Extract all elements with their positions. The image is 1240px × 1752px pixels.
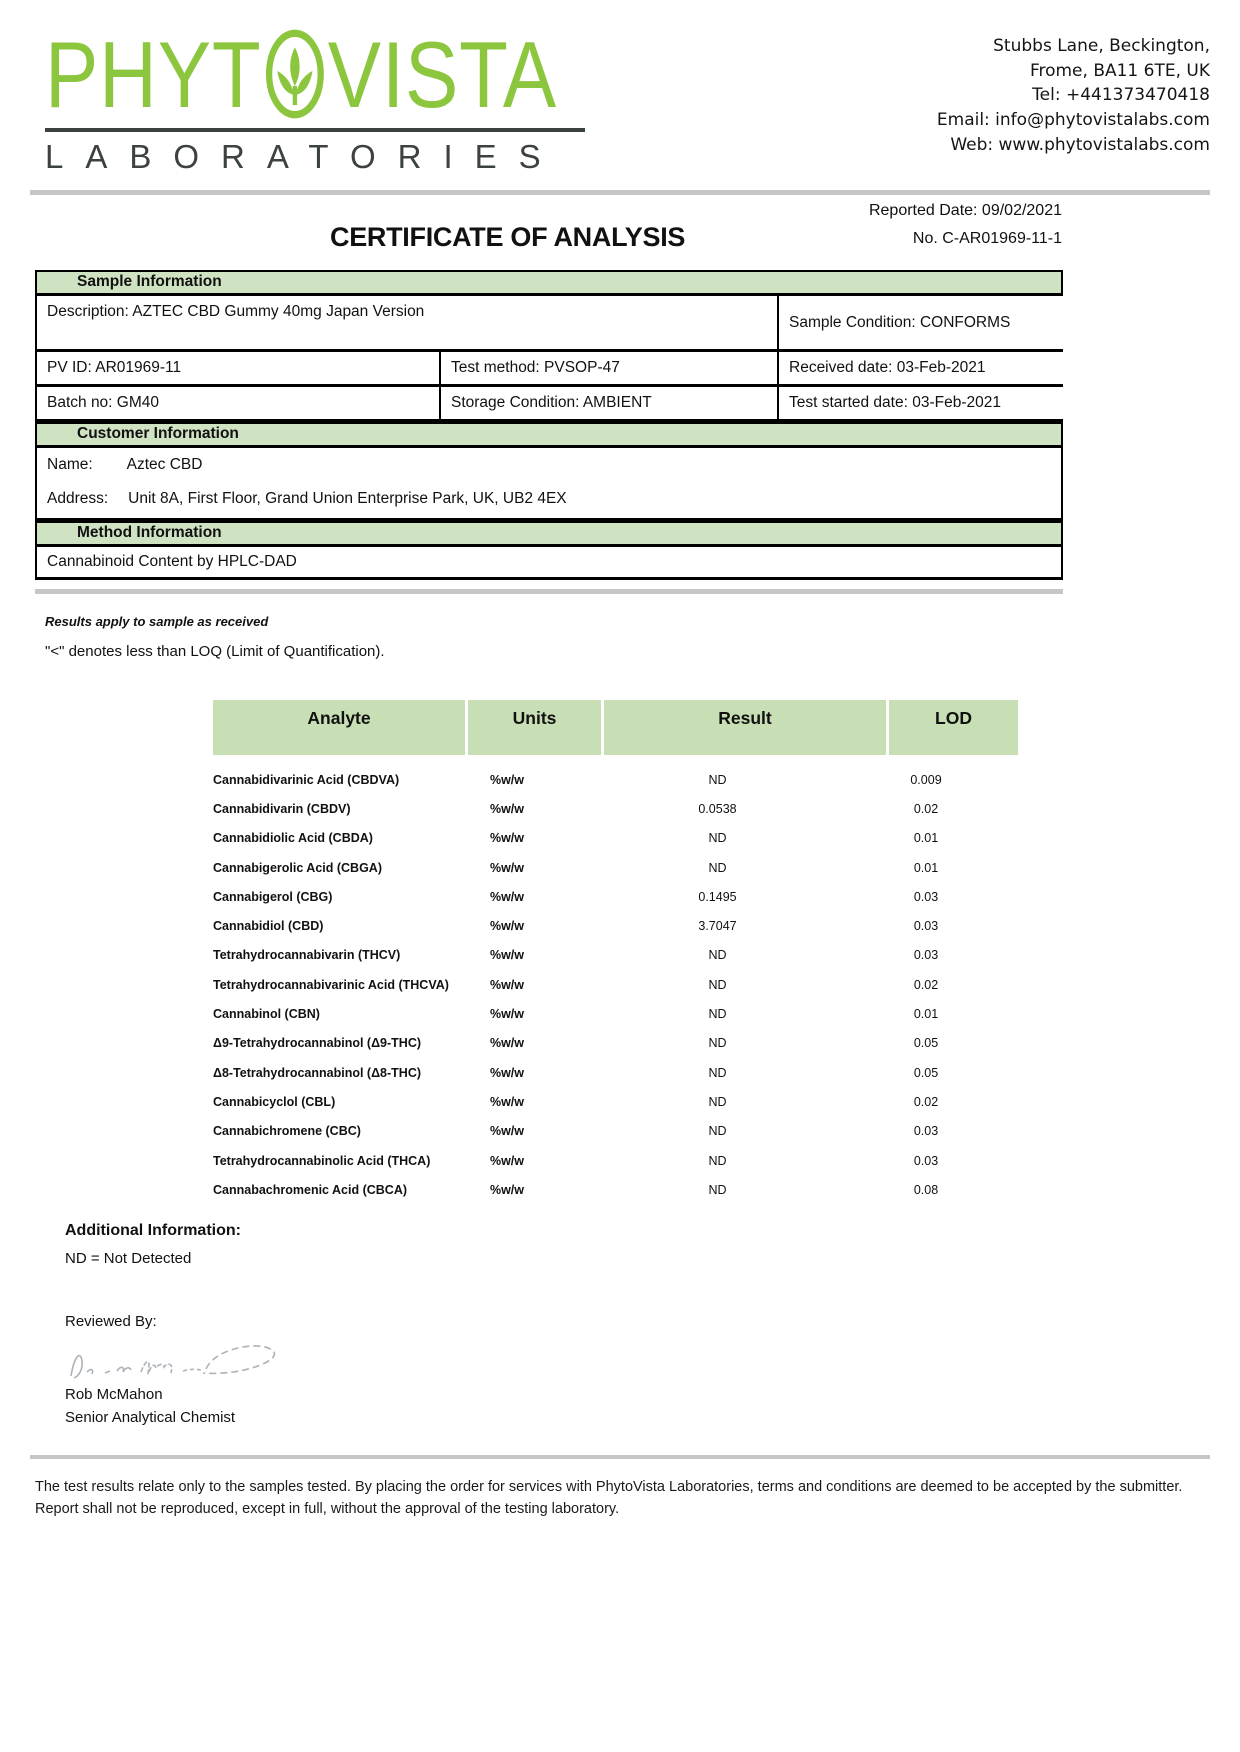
results-table-row [213,794,1015,823]
reported-date: Reported Date: 09/02/2021 [868,202,1062,219]
customer-name-value: Aztec CBD [126,456,203,473]
analyte-result: 0.1495 [698,889,737,904]
analyte-result: ND [708,1153,727,1168]
results-table-row [213,853,1015,882]
analyte-name: Tetrahydrocannabinolic Acid (THCA) [213,1153,431,1168]
col-header-units: Units [468,700,601,755]
reviewed-by-label: Reviewed By: [65,1313,157,1331]
lab-contact-info [937,28,1210,176]
analyte-units: %w/w [489,1065,525,1080]
analyte-name: Cannabicyclol (CBL) [213,1094,336,1109]
results-table-body [213,765,1015,1204]
title-block [35,202,1062,252]
analyte-lod: 0.03 [913,1124,939,1139]
analyte-units: %w/w [489,1094,525,1109]
analyte-result: ND [708,1036,727,1051]
results-table-row [213,824,1015,853]
test-method: Test method: PVSOP-47 [439,352,777,384]
results-table [213,700,1015,1204]
analyte-lod: 0.01 [913,1007,939,1022]
sample-batch-row [35,387,1063,422]
analyte-name: Cannabidiolic Acid (CBDA) [213,831,373,846]
method-description: Cannabinoid Content by HPLC-DAD [35,547,1063,580]
contact-tel: Tel: +441373470418 [1032,85,1210,106]
analyte-result: ND [708,1007,727,1022]
analyte-lod: 0.009 [910,772,942,787]
sample-information-section [35,270,1063,422]
leaf-icon [263,28,326,120]
analyte-units: %w/w [489,1182,525,1197]
main-content [35,270,1063,1426]
analyte-result: 0.0538 [698,801,737,816]
sample-ids-row [35,352,1063,387]
logo-subtitle: LABORATORIES [45,138,563,175]
analyte-name: Cannabigerol (CBG) [213,889,333,904]
analyte-units: %w/w [489,1036,525,1051]
customer-information-header: Customer Information [35,422,1063,448]
logo-underline [45,128,585,132]
analyte-name: Cannabidivarinic Acid (CBDVA) [213,772,400,787]
analyte-name: Cannabichromene (CBC) [213,1124,361,1139]
sample-note: Results apply to sample as received [45,614,269,629]
analyte-result: ND [708,1182,727,1197]
results-table-row [213,1087,1015,1116]
batch-no: Batch no: GM40 [37,387,439,419]
page-title: CERTIFICATE OF ANALYSIS [330,222,686,252]
loq-note: "<" denotes less than LOQ (Limit of Quantification). [45,643,385,660]
analyte-lod: 0.05 [913,1036,939,1051]
page-header [45,21,1210,176]
col-header-result: Result [604,700,886,755]
analyte-name: Cannabinol (CBN) [213,1007,320,1022]
customer-details [35,448,1063,521]
analyte-lod: 0.02 [913,801,939,816]
analyte-result: ND [708,860,727,875]
sample-description: Description: AZTEC CBD Gummy 40mg Japan Version [37,296,777,349]
sample-description-row [35,296,1063,352]
results-table-row [213,970,1015,999]
analyte-lod: 0.01 [913,831,939,846]
results-table-row [213,882,1015,911]
signature-image [61,1334,1063,1384]
contact-web: Web: www.phytovistalabs.com [950,134,1210,155]
customer-name-label: Name: [47,456,93,473]
results-table-row [213,999,1015,1028]
test-started-date: Test started date: 03-Feb-2021 [777,387,1065,419]
results-table-row [213,911,1015,940]
customer-address-value: Unit 8A, First Floor, Grand Union Enterprise Park, UK, UB2 4EX [128,490,567,507]
pv-id: PV ID: AR01969-11 [37,352,439,384]
customer-information-section [35,422,1063,521]
additional-information-title: Additional Information: [65,1222,241,1240]
analyte-units: %w/w [489,1153,525,1168]
analyte-result: ND [708,948,727,963]
analyte-units: %w/w [489,860,525,875]
analyte-units: %w/w [489,1124,525,1139]
contact-address-line1: Stubbs Lane, Beckington, [993,36,1210,56]
col-header-lod: LOD [889,700,1018,755]
results-table-header [213,700,1015,755]
customer-address-label: Address: [47,490,109,507]
analyte-result: ND [708,772,727,787]
sample-information-header: Sample Information [35,270,1063,296]
footer-disclaimer: The test results relate only to the samples tested. By placing the order for services with PhytoVista Laboratories, terms and conditions are deemed to be accepted by the submitter. Report shall not be reproduced, except in full, without the approval of the testing laboratory. [35,1479,1183,1518]
analyte-lod: 0.03 [913,1153,939,1168]
analyte-result: ND [708,1124,727,1139]
analyte-units: %w/w [489,948,525,963]
analyte-name: Cannabigerolic Acid (CBGA) [213,860,382,875]
customer-address [47,490,1051,508]
analyte-name: Cannabidivarin (CBDV) [213,801,351,816]
analyte-lod: 0.03 [913,889,939,904]
logo-text-phyt: PHYT [45,21,262,127]
results-table-row [213,765,1015,794]
contact-email: Email: info@phytovistalabs.com [936,109,1210,130]
analyte-units: %w/w [489,977,525,992]
report-number: No. C-AR01969-11-1 [912,230,1062,247]
analyte-name: Tetrahydrocannabivarin (THCV) [213,948,401,963]
analyte-lod: 0.02 [913,1094,939,1109]
col-header-analyte: Analyte [213,700,465,755]
section-divider [35,589,1063,594]
analyte-result: ND [708,1094,727,1109]
analyte-result: ND [708,1065,727,1080]
signer-name: Rob McMahon [65,1386,163,1404]
results-table-row [213,1175,1015,1204]
results-table-row [213,941,1015,970]
analyte-lod: 0.05 [913,1065,939,1080]
analyte-result: 3.7047 [698,919,737,934]
results-table-row [213,1117,1015,1146]
logo-wordmark [45,21,558,127]
sample-condition: Sample Condition: CONFORMS [777,296,1065,349]
analyte-result: ND [708,831,727,846]
analyte-name: Cannabachromenic Acid (CBCA) [213,1182,408,1197]
analyte-units: %w/w [489,772,525,787]
signer-role: Senior Analytical Chemist [65,1409,236,1427]
analyte-name: Δ8-Tetrahydrocannabinol (Δ8-THC) [213,1065,422,1080]
analyte-units: %w/w [489,889,525,904]
footer-divider [30,1455,1210,1459]
analyte-lod: 0.03 [913,919,939,934]
results-table-row [213,1058,1015,1087]
method-information-section [35,521,1063,580]
method-information-header: Method Information [35,521,1063,547]
analyte-result: ND [708,977,727,992]
header-divider [30,190,1210,195]
analyte-lod: 0.01 [913,860,939,875]
results-table-row [213,1146,1015,1175]
analyte-units: %w/w [489,831,525,846]
storage-condition: Storage Condition: AMBIENT [439,387,777,419]
analyte-name: Tetrahydrocannabivarinic Acid (THCVA) [213,977,449,992]
results-table-row [213,1029,1015,1058]
analyte-name: Δ9-Tetrahydrocannabinol (Δ9-THC) [213,1036,422,1051]
customer-name [47,456,1051,474]
phytovista-logo [45,21,647,176]
analyte-units: %w/w [489,801,525,816]
received-date: Received date: 03-Feb-2021 [777,352,1065,384]
analyte-units: %w/w [489,1007,525,1022]
analyte-name: Cannabidiol (CBD) [213,919,324,934]
analyte-units: %w/w [489,919,525,934]
contact-address-line2: Frome, BA11 6TE, UK [1029,60,1210,81]
nd-definition: ND = Not Detected [65,1250,192,1268]
logo-text-vista: VISTA [327,21,558,127]
analyte-lod: 0.08 [913,1182,939,1197]
analyte-lod: 0.03 [913,948,939,963]
analyte-lod: 0.02 [913,977,939,992]
